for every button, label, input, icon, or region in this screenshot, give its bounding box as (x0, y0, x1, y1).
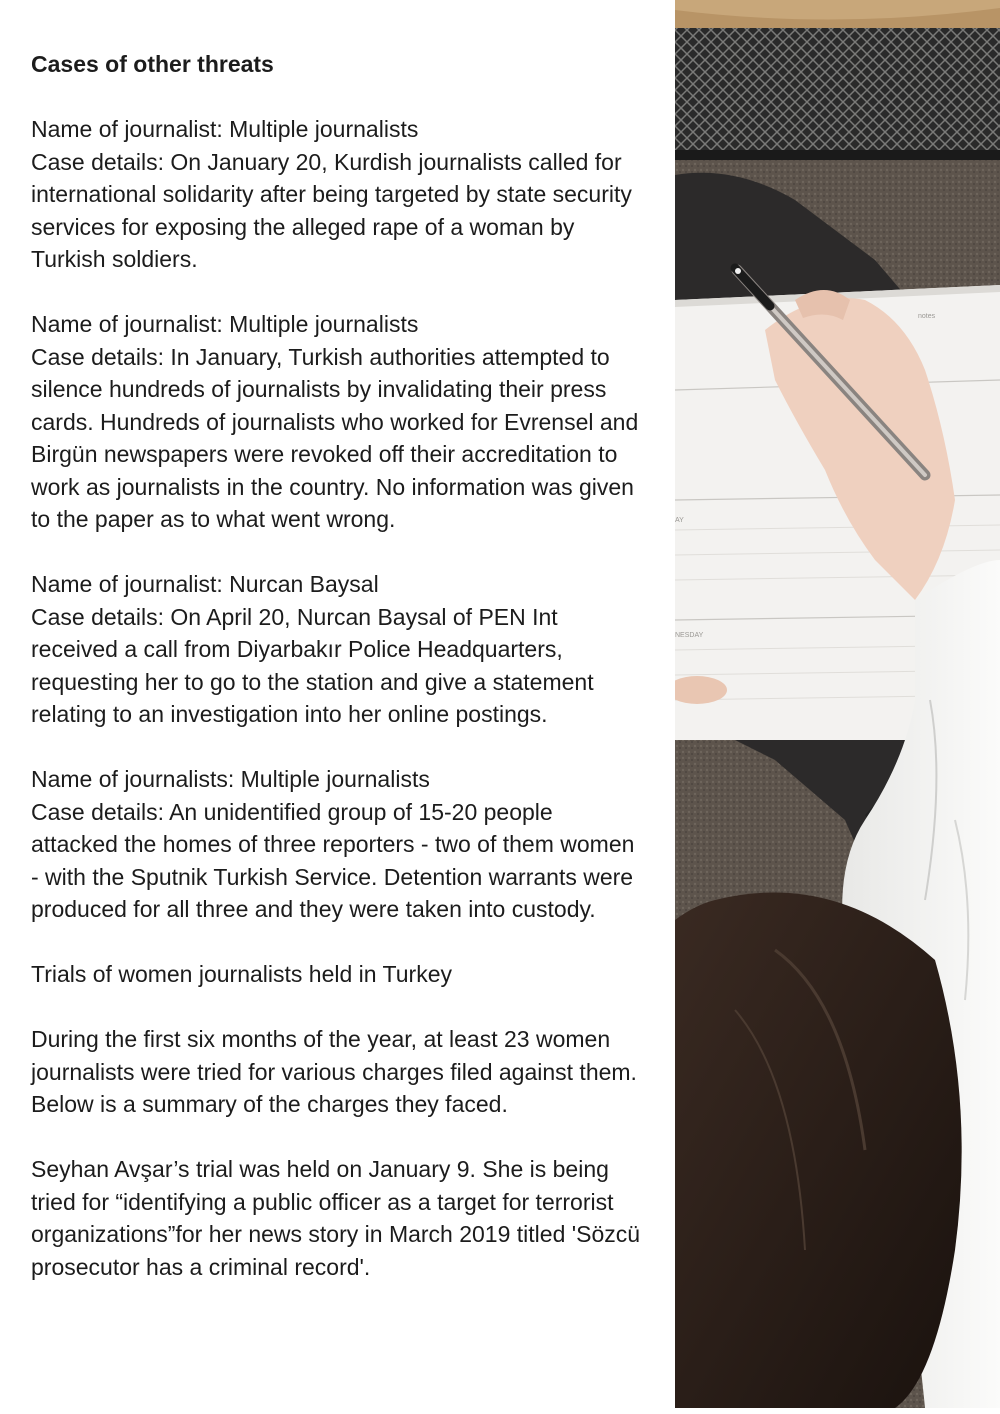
document-body (31, 48, 641, 1316)
case-entry (31, 308, 641, 536)
case-entry (31, 568, 641, 731)
section-heading: Cases of other threats (31, 51, 274, 77)
trials-title: Trials of women journalists held in Turkey (31, 961, 452, 987)
case-entry (31, 763, 641, 926)
woman-writing-planner-image (675, 0, 1000, 1408)
planner-notes-label: notes (918, 313, 936, 320)
case-details: Case details: An unidentified group of 15-20 people attacked the homes of three reporters - two of them women - with the Sputnik Turkish Service. Detention warrants were produced for all three and they were taken into custody. (31, 798, 635, 922)
planner-day-label: AY (675, 517, 684, 524)
case-details: Case details: On April 20, Nurcan Baysal of PEN Int received a call from Diyarbakır Police Headquarters, requesting her to go to the station and give a statement relating to an investigation into her online postings. (31, 603, 594, 727)
seyhan-avsar-paragraph: Seyhan Avşar’s trial was held on January 9. She is being tried for “identifying a public officer as a target for terrorist organizations”for her news story in March 2019 titled 'Sözcü prosecutor has a criminal record'. (31, 1156, 641, 1280)
case-details: Case details: In January, Turkish authorities attempted to silence hundreds of journalists by invalidating their press cards. Hundreds of journalists who worked for Evrensel and Birgün newspapers were revoked off their accreditation to work as journalists in the country. No information was given to the paper as to what went wrong. (31, 343, 639, 532)
planner-day-label: NESDAY (675, 632, 704, 639)
trials-intro: During the first six months of the year, at least 23 women journalists were tried for various charges filed against them. Below is a summary of the charges they faced. (31, 1026, 637, 1117)
case-journalist-name: Name of journalist: Nurcan Baysal (31, 571, 379, 597)
case-journalist-name: Name of journalists: Multiple journalists (31, 766, 430, 792)
case-journalist-name: Name of journalist: Multiple journalists (31, 311, 419, 337)
case-entry (31, 113, 641, 276)
case-details: Case details: On January 20, Kurdish journalists called for international solidarity after being targeted by state security services for exposing the alleged rape of a woman by Turkish soldiers. (31, 148, 632, 272)
case-journalist-name: Name of journalist: Multiple journalists (31, 116, 419, 142)
photo-panel (675, 0, 1000, 1408)
